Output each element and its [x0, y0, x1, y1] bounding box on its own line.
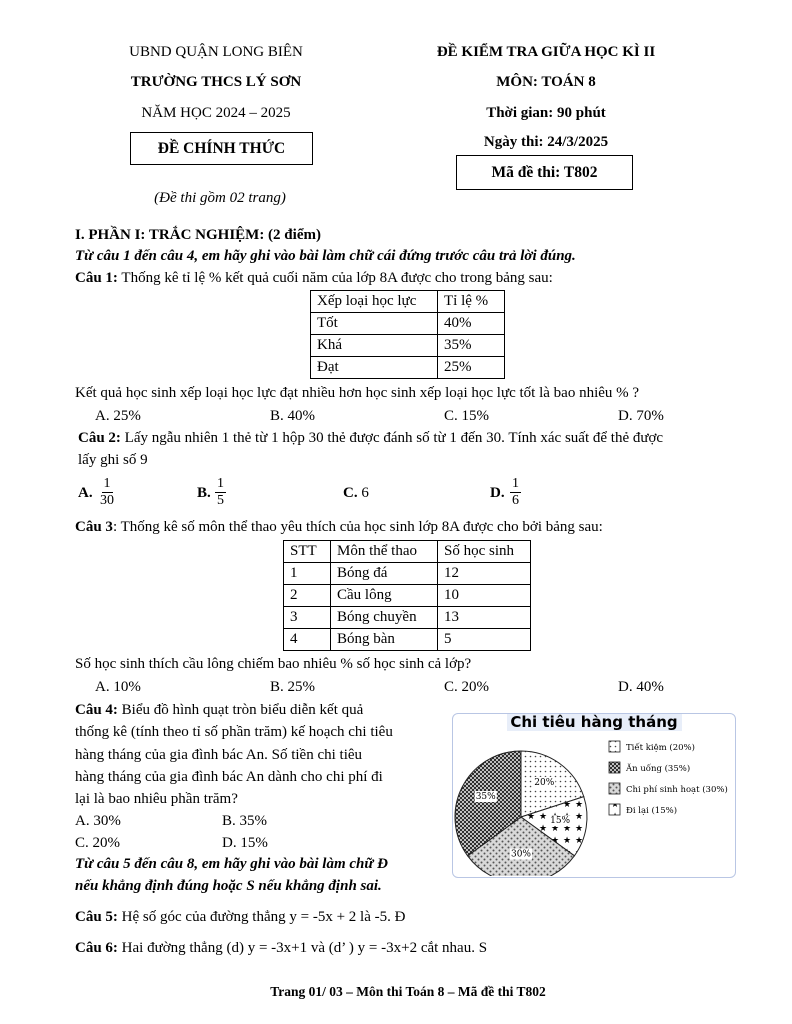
legend-swatch [609, 762, 620, 773]
q4-stem-line: hàng tháng của gia đình bác An. Số tiền chi tiêu [75, 747, 363, 763]
table-cell: 13 [438, 607, 531, 629]
legend-label: Tiết kiệm (20%) [626, 743, 695, 753]
table-header-row [284, 541, 531, 563]
q1-table [310, 290, 505, 379]
legend-swatch [609, 783, 620, 794]
table-cell: Đạt [311, 357, 438, 379]
table-cell: 4 [284, 629, 331, 651]
header-school-year: NĂM HỌC 2024 – 2025 [141, 105, 291, 121]
table-cell: Cầu lông [331, 585, 438, 607]
pie-chart [453, 714, 734, 876]
table-cell: 3 [284, 607, 331, 629]
q4-stem-line: hàng tháng của gia đình bác An dành cho chi phí đi [75, 769, 383, 785]
table-cell: 1 [284, 563, 331, 585]
q4-option-b: B. 35% [222, 813, 267, 829]
table-cell: Bóng chuyền [331, 607, 438, 629]
slice-data-label: 35% [475, 792, 496, 803]
q3-option-c: C. 20% [444, 679, 489, 695]
header-school: TRƯỜNG THCS LÝ SƠN [130, 74, 302, 90]
table-row [311, 313, 505, 335]
q4-text: Biểu đồ hình quạt tròn biểu diễn kết quả [117, 702, 364, 718]
table-row [311, 335, 505, 357]
table-header-cell: Tỉ lệ % [438, 291, 505, 313]
q5-stem [75, 909, 405, 926]
table-cell: 5 [438, 629, 531, 651]
table-cell: 2 [284, 585, 331, 607]
q2-option-b-label: B. [197, 485, 211, 501]
tf-instruction: Từ câu 5 đến câu 8, em hãy ghi vào bài làm chữ Đ [75, 856, 388, 872]
q1-text: Thống kê tỉ lệ % kết quả cuối năm của lớp 8A được cho trong bảng sau: [117, 270, 553, 286]
fraction-numerator: 1 [103, 476, 111, 491]
part1-instruction: Từ câu 1 đến câu 4, em hãy ghi vào bài làm chữ cái đứng trước câu trả lời đúng. [75, 248, 576, 264]
exam-code-box: Mã đề thi: T802 [456, 155, 633, 190]
table-header-cell: STT [284, 541, 331, 563]
q2-option-d-fraction [510, 476, 521, 509]
table-cell: Tốt [311, 313, 438, 335]
q1-label: Câu 1: [75, 270, 118, 286]
q1-stem [75, 270, 553, 287]
q2-stem-cont: lấy ghi số 9 [78, 452, 148, 468]
q4-stem [75, 702, 363, 719]
tf-instruction-cont: nếu khẳng định đúng hoặc S nếu khẳng định sai. [75, 878, 382, 894]
q1-option-b: B. 40% [270, 408, 315, 424]
q4-option-c: C. 20% [75, 835, 120, 851]
q6-stem [75, 940, 487, 957]
legend-label: Ăn uống (35%) [626, 764, 691, 774]
table-row [311, 357, 505, 379]
q3-label: Câu 3 [75, 519, 113, 535]
slice-data-label: 30% [510, 849, 532, 860]
q2-option-a-label: A. [78, 485, 93, 501]
pages-note: (Đề thi gồm 02 trang) [154, 190, 286, 206]
q3-question: Số học sinh thích cầu lông chiếm bao nhiêu % số học sinh cả lớp? [75, 656, 472, 672]
table-cell: 12 [438, 563, 531, 585]
official-exam-box: ĐỀ CHÍNH THỨC [130, 132, 313, 165]
table-cell: Bóng đá [331, 563, 438, 585]
q1-option-c: C. 15% [444, 408, 489, 424]
page-footer: Trang 01/ 03 – Môn thi Toán 8 – Mã đề thi T802 [270, 984, 546, 999]
q3-table [283, 540, 531, 651]
table-cell: Bóng bàn [331, 629, 438, 651]
q5-text: Hệ số góc của đường thẳng y = -5x + 2 là -5. Đ [117, 909, 406, 925]
legend-label: Đi lại (15%) [626, 806, 678, 816]
legend-label: Chi phí sinh hoạt (30%) [626, 785, 728, 795]
table-header-cell: Môn thể thao [331, 541, 438, 563]
q1-option-d: D. 70% [618, 408, 664, 424]
q4-stem-line: lại là bao nhiêu phần trăm? [75, 791, 238, 807]
header-district: UBND QUẬN LONG BIÊN [129, 44, 303, 60]
legend-swatch [609, 741, 620, 752]
table-cell: 40% [438, 313, 505, 335]
slice-data-label: 20% [534, 777, 555, 788]
q3-option-a: A. 10% [95, 679, 141, 695]
exam-subject: MÔN: TOÁN 8 [496, 74, 596, 90]
part1-title: I. PHẦN I: TRẮC NGHIỆM: (2 điểm) [75, 227, 321, 243]
q1-question: Kết quả học sinh xếp loại học lực đạt nhiều hơn học sinh xếp loại học lực tốt là bao nhiêu % ? [75, 385, 640, 401]
table-cell: 25% [438, 357, 505, 379]
q6-label: Câu 6: [75, 940, 118, 956]
chart-title: Chi tiêu hàng tháng [510, 714, 678, 731]
chart-legend [609, 741, 728, 816]
table-header-cell: Số học sinh [438, 541, 531, 563]
q6-text: Hai đường thẳng (d) y = -3x+1 và (d’ ) y = -3x+2 cắt nhau. S [117, 940, 488, 956]
table-row [284, 629, 531, 651]
q2-stem [78, 430, 663, 447]
table-row [284, 563, 531, 585]
q3-option-d: D. 40% [618, 679, 664, 695]
q5-label: Câu 5: [75, 909, 118, 925]
table-cell: 35% [438, 335, 505, 357]
q1-option-a: A. 25% [95, 408, 141, 424]
q2-label: Câu 2: [78, 430, 121, 446]
exam-title: ĐỀ KIỂM TRA GIỮA HỌC KÌ II [436, 44, 656, 60]
q2-option-c-text: 6 [357, 485, 369, 501]
slice-data-label: 15% [550, 816, 571, 827]
table-row [284, 585, 531, 607]
q4-stem-line: thống kê (tính theo tỉ số phần trăm) kế hoạch chi tiêu [75, 724, 393, 740]
fraction-denominator: 5 [217, 493, 224, 508]
exam-date: Ngày thi: 24/3/2025 [483, 134, 609, 150]
legend-swatch [609, 804, 620, 815]
fraction-numerator: 1 [217, 476, 224, 491]
table-cell: Khá [311, 335, 438, 357]
q3-text: : Thống kê số môn thể thao yêu thích của học sinh lớp 8A được cho bởi bảng sau: [112, 519, 603, 535]
q2-option-d-label: D. [490, 485, 505, 501]
q2-text: Lấy ngẫu nhiên 1 thẻ từ 1 hộp 30 thẻ được đánh số từ 1 đến 30. Tính xác suất để thẻ được [120, 430, 664, 446]
fraction-numerator: 1 [512, 476, 519, 491]
table-header-row [311, 291, 505, 313]
exam-duration: Thời gian: 90 phút [486, 105, 606, 121]
q4-option-a: A. 30% [75, 813, 121, 829]
table-row [284, 607, 531, 629]
q4-option-d: D. 15% [222, 835, 268, 851]
fraction-denominator: 6 [512, 493, 519, 508]
table-cell: 10 [438, 585, 531, 607]
q2-option-b-fraction [215, 476, 226, 509]
q2-option-a-fraction [98, 476, 116, 509]
q3-stem [75, 519, 603, 536]
pie-chart-panel [452, 713, 736, 878]
q3-option-b: B. 25% [270, 679, 315, 695]
table-header-cell: Xếp loại học lực [311, 291, 438, 313]
fraction-denominator: 30 [100, 493, 114, 508]
q2-option-c [343, 485, 369, 502]
q2-option-c-label: C. [343, 485, 358, 501]
q4-label: Câu 4: [75, 702, 118, 718]
